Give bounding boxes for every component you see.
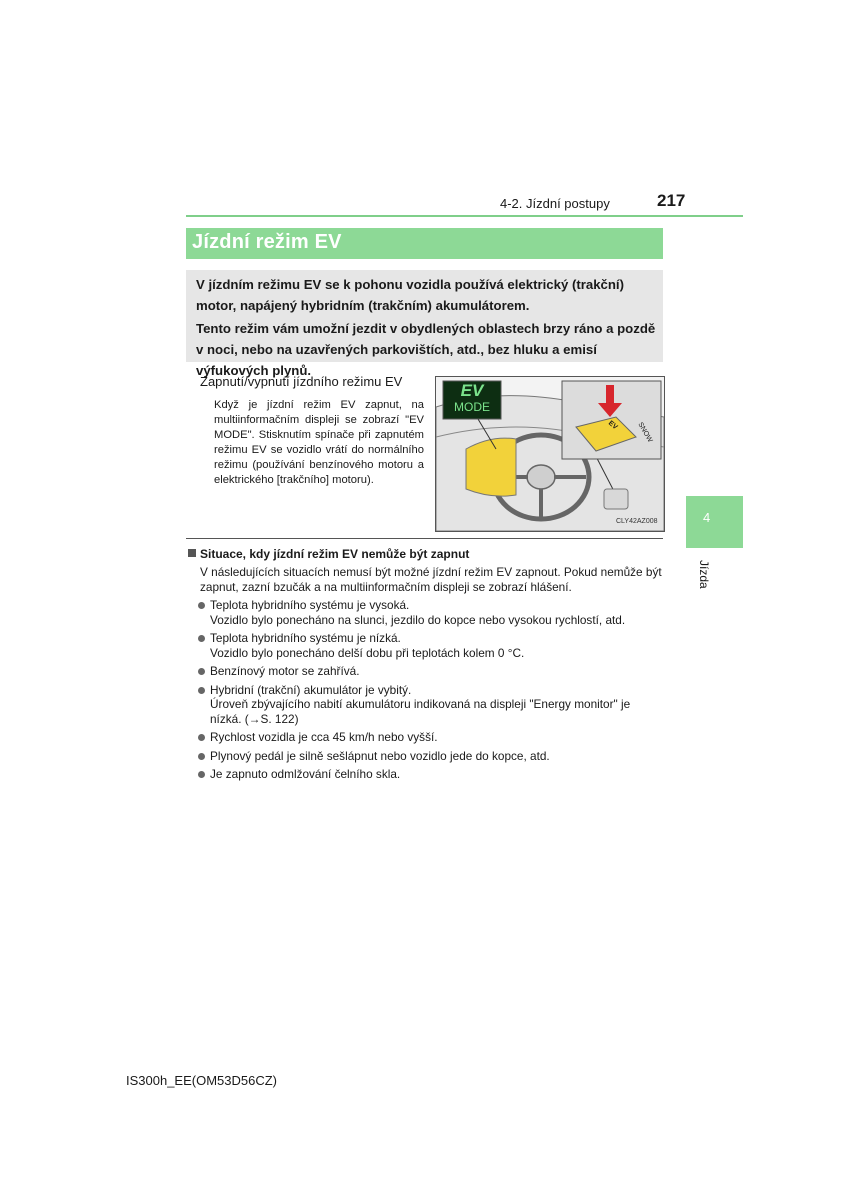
section-reference: 4-2. Jízdní postupy <box>500 196 610 211</box>
item-text: Benzínový motor se zahřívá. <box>210 664 360 678</box>
item-text: Je zapnuto odmlžování čelního skla. <box>210 767 401 781</box>
chapter-tab <box>686 496 743 548</box>
item-text: Rychlost vozidla je cca 45 km/h nebo vyšší. <box>210 730 438 744</box>
conditions-list <box>198 598 663 786</box>
list-item <box>198 631 663 660</box>
chapter-label: Jízda <box>697 560 711 589</box>
intro-box <box>186 270 663 378</box>
bullet-icon <box>198 668 205 675</box>
item-detail: Vozidlo bylo ponecháno na slunci, jezdilo do kopce nebo vysokou rychlostí, atd. <box>210 612 626 627</box>
item-text: Teplota hybridního systému je vysoká. <box>210 598 410 612</box>
bullet-icon <box>198 635 205 642</box>
square-bullet-icon <box>188 549 196 557</box>
meter-highlight <box>466 438 516 496</box>
item-text: Hybridní (trakční) akumulátor je vybitý. <box>210 682 412 697</box>
list-item <box>198 683 663 727</box>
title-bar <box>186 228 663 259</box>
bullet-icon <box>198 753 205 760</box>
document-code: IS300h_EE(OM53D56CZ) <box>126 1073 278 1088</box>
conditions-heading-text: Situace, kdy jízdní režim EV nemůže být zapnut <box>200 547 470 561</box>
conditions-heading <box>188 547 469 561</box>
intro-paragraph-2: Tento režim vám umožní jezdit v obydlených oblastech brzy ráno a pozdě v noci, nebo na uzavřených parkovištích, atd., bez hluku a emisí výfukových plynů. <box>196 321 656 378</box>
page-number: 217 <box>657 191 686 210</box>
toggle-heading: Zapnutí/vypnutí jízdního režimu EV <box>200 374 403 389</box>
ev-mode-illustration <box>435 376 665 532</box>
switch-ev-label: EV <box>606 419 619 432</box>
item-text: Plynový pedál je silně sešlápnut nebo vozidlo jede do kopce, atd. <box>210 748 550 763</box>
conditions-intro: V následujících situacích nemusí být možné jízdní režim EV zapnout. Pokud nemůže být zapnut, zazní bzučák a na multiinformačním displeji se zobrazí hlášení. <box>200 565 662 594</box>
list-item <box>198 598 663 627</box>
list-item <box>198 767 663 782</box>
intro-paragraph-1: V jízdním režimu EV se k pohonu vozidla používá elektrický (trakční) motor, napájený hybridním (trakčním) akumulátorem. <box>196 277 624 313</box>
item-text: Teplota hybridního systému je nízká. <box>210 631 401 645</box>
list-item <box>198 749 663 764</box>
item-detail: Vozidlo bylo ponecháno delší dobu při teplotách kolem 0 °C. <box>210 645 525 660</box>
section-divider <box>186 538 663 539</box>
bullet-icon <box>198 734 205 741</box>
display-mode-text: MODE <box>454 400 490 414</box>
bullet-icon <box>198 771 205 778</box>
page-title: Jízdní režim EV <box>192 231 342 253</box>
item-detail: Úroveň zbývajícího nabití akumulátoru indikovaná na displeji "Energy monitor" je nízká. (→S. 122) <box>210 697 631 726</box>
toggle-description: Když je jízdní režim EV zapnut, na multiinformačním displeji se zobrazí "EV MODE". Stisknutím spínače při zapnutém režimu EV se vozidlo vrátí do normálního režimu (používání benzínového motoru a elektrického [trakčního] motoru). <box>214 399 424 486</box>
bullet-icon <box>198 687 205 694</box>
chapter-number: 4 <box>703 510 711 525</box>
figure-code: CLY42AZ008 <box>616 518 658 525</box>
bullet-icon <box>198 602 205 609</box>
display-ev-text: EV <box>460 381 484 400</box>
header-rule <box>186 215 743 217</box>
snow-label: SNOW <box>636 421 654 444</box>
list-item <box>198 664 663 679</box>
list-item <box>198 730 663 745</box>
